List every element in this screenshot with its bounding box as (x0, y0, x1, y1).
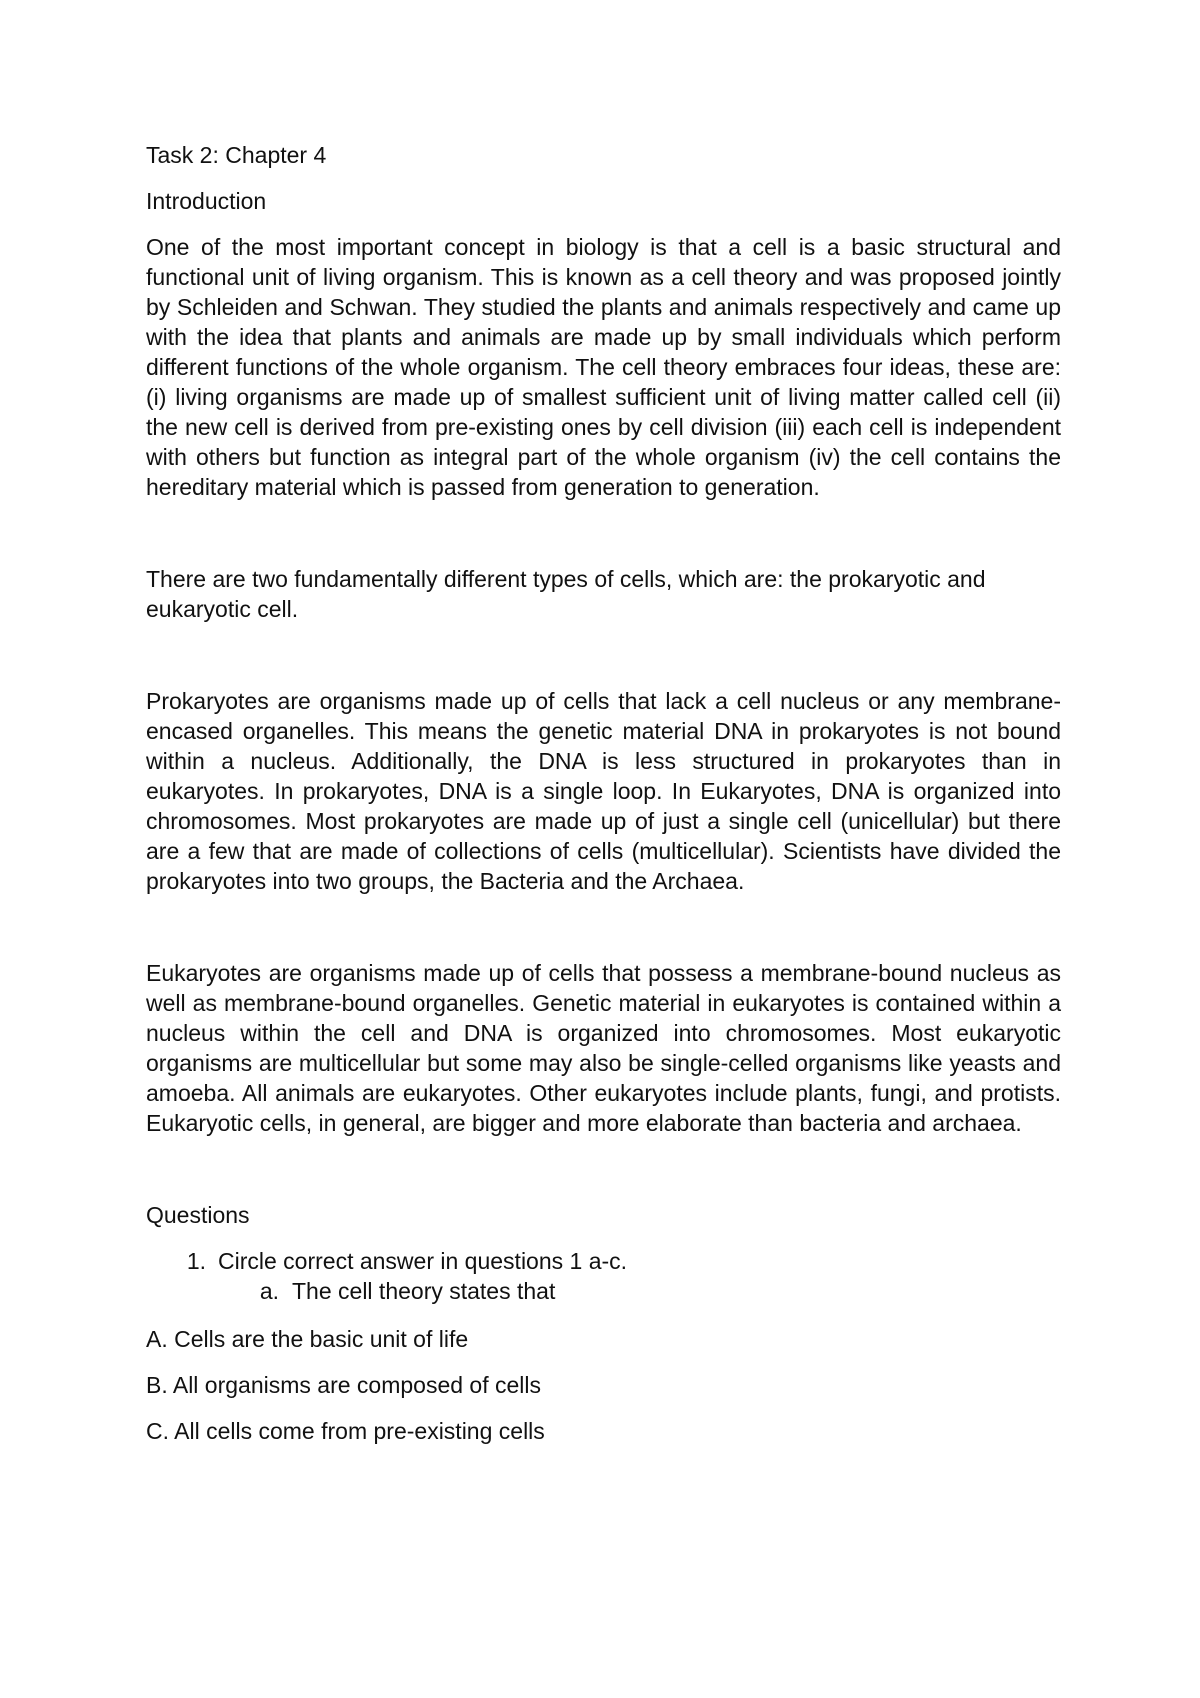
document-title: Task 2: Chapter 4 (146, 142, 327, 168)
section-heading-questions: Questions (146, 1202, 250, 1228)
paragraph-prokaryotes: Prokaryotes are organisms made up of cells that lack a cell nucleus or any membrane-encased organelles. This means the genetic material DNA in prokaryotes is not bound within a nucleus. Additionally, the DNA is less structured in prokaryotes than in eukaryotes. In prokaryotes, DNA is a single loop. In Eukaryotes, DNA is organized into chromosomes. Most prokaryotes are made up of just a single cell (unicellular) but there are a few that are made of collections of cells (multicellular). Scientists have divided the prokaryotes into two groups, the Bacteria and the Archaea. (146, 688, 1061, 894)
paragraph-cell-types: There are two fundamentally different types of cells, which are: the prokaryotic and eukaryotic cell. (146, 566, 986, 622)
question-1a-text: The cell theory states that (292, 1278, 556, 1304)
question-1-text: Circle correct answer in questions 1 a-c. (218, 1248, 628, 1274)
question-1 (146, 1246, 1061, 1276)
question-1a (146, 1276, 1061, 1306)
question-1a-letter: a. (259, 1278, 279, 1304)
answer-option-a[interactable]: A. Cells are the basic unit of life (146, 1326, 469, 1352)
document-page (146, 140, 1061, 1462)
answer-option-b[interactable]: B. All organisms are composed of cells (146, 1372, 542, 1398)
paragraph-eukaryotes: Eukaryotes are organisms made up of cells that possess a membrane-bound nucleus as well as membrane-bound organelles. Genetic material in eukaryotes is contained within a nucleus within the cell and DNA is organized into chromosomes. Most eukaryotic organisms are multicellular but some may also be single-celled organisms like yeasts and amoeba. All animals are eukaryotes. Other eukaryotes include plants, fungi, and protists. Eukaryotic cells, in general, are bigger and more elaborate than bacteria and archaea. (146, 960, 1061, 1136)
paragraph-cell-theory: One of the most important concept in biology is that a cell is a basic structural and functional unit of living organism. This is known as a cell theory and was proposed jointly by Schleiden and Schwan. They studied the plants and animals respectively and came up with the idea that plants and animals are made up by small individuals which perform different functions of the whole organism. The cell theory embraces four ideas, these are: (i) living organisms are made up of smallest sufficient unit of living matter called cell (ii) the new cell is derived from pre-existing ones by cell division (iii) each cell is independent with others but function as integral part of the whole organism (iv) the cell contains the hereditary material which is passed from generation to generation. (146, 234, 1061, 500)
question-1-number: 1. (186, 1248, 206, 1274)
section-heading-introduction: Introduction (146, 188, 267, 214)
answer-option-c[interactable]: C. All cells come from pre-existing cells (146, 1418, 545, 1444)
